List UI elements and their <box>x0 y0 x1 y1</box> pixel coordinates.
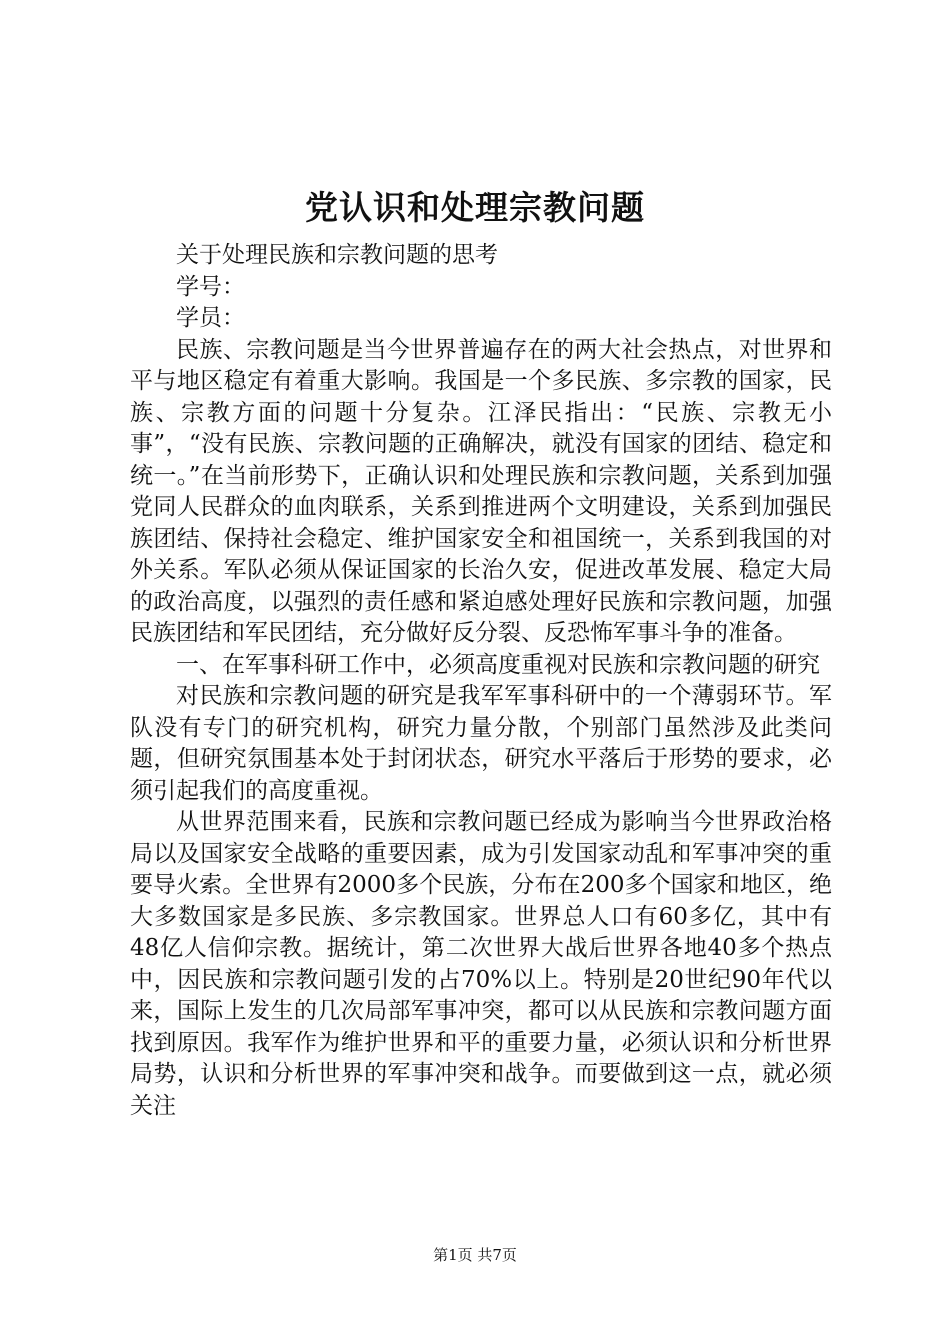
paragraph-intro: 民族、宗教问题是当今世界普遍存在的两大社会热点，对世界和平与地区稳定有着重大影响。我国是一个多民族、多宗教的国家，民族、宗教方面的问题十分复杂。江泽民指出：“民族、宗教无小事”，“没有民族、宗教问题的正确解决，就没有国家的团结、稳定和统一。”在当前形势下，正确认识和处理民族和宗教问题，关系到加强党同人民群众的血肉联系，关系到推进两个文明建设，关系到加强民族团结、保持社会稳定、维护国家安全和祖国统一，关系到我国的对外关系。军队必须从保证国家的长治久安，促进改革发展、稳定大局的政治高度，以强烈的责任感和紧迫感处理好民族和宗教问题，加强民族团结和军民团结，充分做好反分裂、反恐怖军事斗争的准备。 <box>130 336 832 646</box>
document-title: 党认识和处理宗教问题 <box>305 188 645 227</box>
paragraph-subtitle: 关于处理民族和宗教问题的思考 <box>176 242 498 268</box>
paragraph-student-name: 学员： <box>176 305 245 331</box>
paragraph-student-id: 学号： <box>176 273 245 300</box>
page-footer: 第1页 共7页 <box>433 1246 517 1264</box>
paragraph-section-1-a: 对民族和宗教问题的研究是我军军事科研中的一个薄弱环节。军队没有专门的研究机构，研究力量分散，个别部门虽然涉及此类问题，但研究氛围基本处于封闭状态，研究水平落后于形势的要求，必须引起我们的高度重视。 <box>130 683 832 804</box>
document-body <box>130 240 832 1122</box>
section-heading-1: 一、在军事科研工作中，必须高度重视对民族和宗教问题的研究 <box>176 651 820 678</box>
paragraph-section-1-b: 从世界范围来看，民族和宗教问题已经成为影响当今世界政治格局以及国家安全战略的重要因素，成为引发国家动乱和军事冲突的重要导火索。全世界有2000多个民族，分布在200多个国家和地区，绝大多数国家是多民族、多宗教国家。世界总人口有60多亿，其中有48亿人信仰宗教。据统计，第二次世界大战后世界各地40多个热点中，因民族和宗教问题引发的占70%以上。特别是20世纪90年代以来，国际上发生的几次局部军事冲突，都可以从民族和宗教问题方面找到原因。我军作为维护世界和平的重要力量，必须认识和分析世界局势，认识和分析世界的军事冲突和战争。而要做到这一点，就必须关注 <box>130 809 832 1119</box>
